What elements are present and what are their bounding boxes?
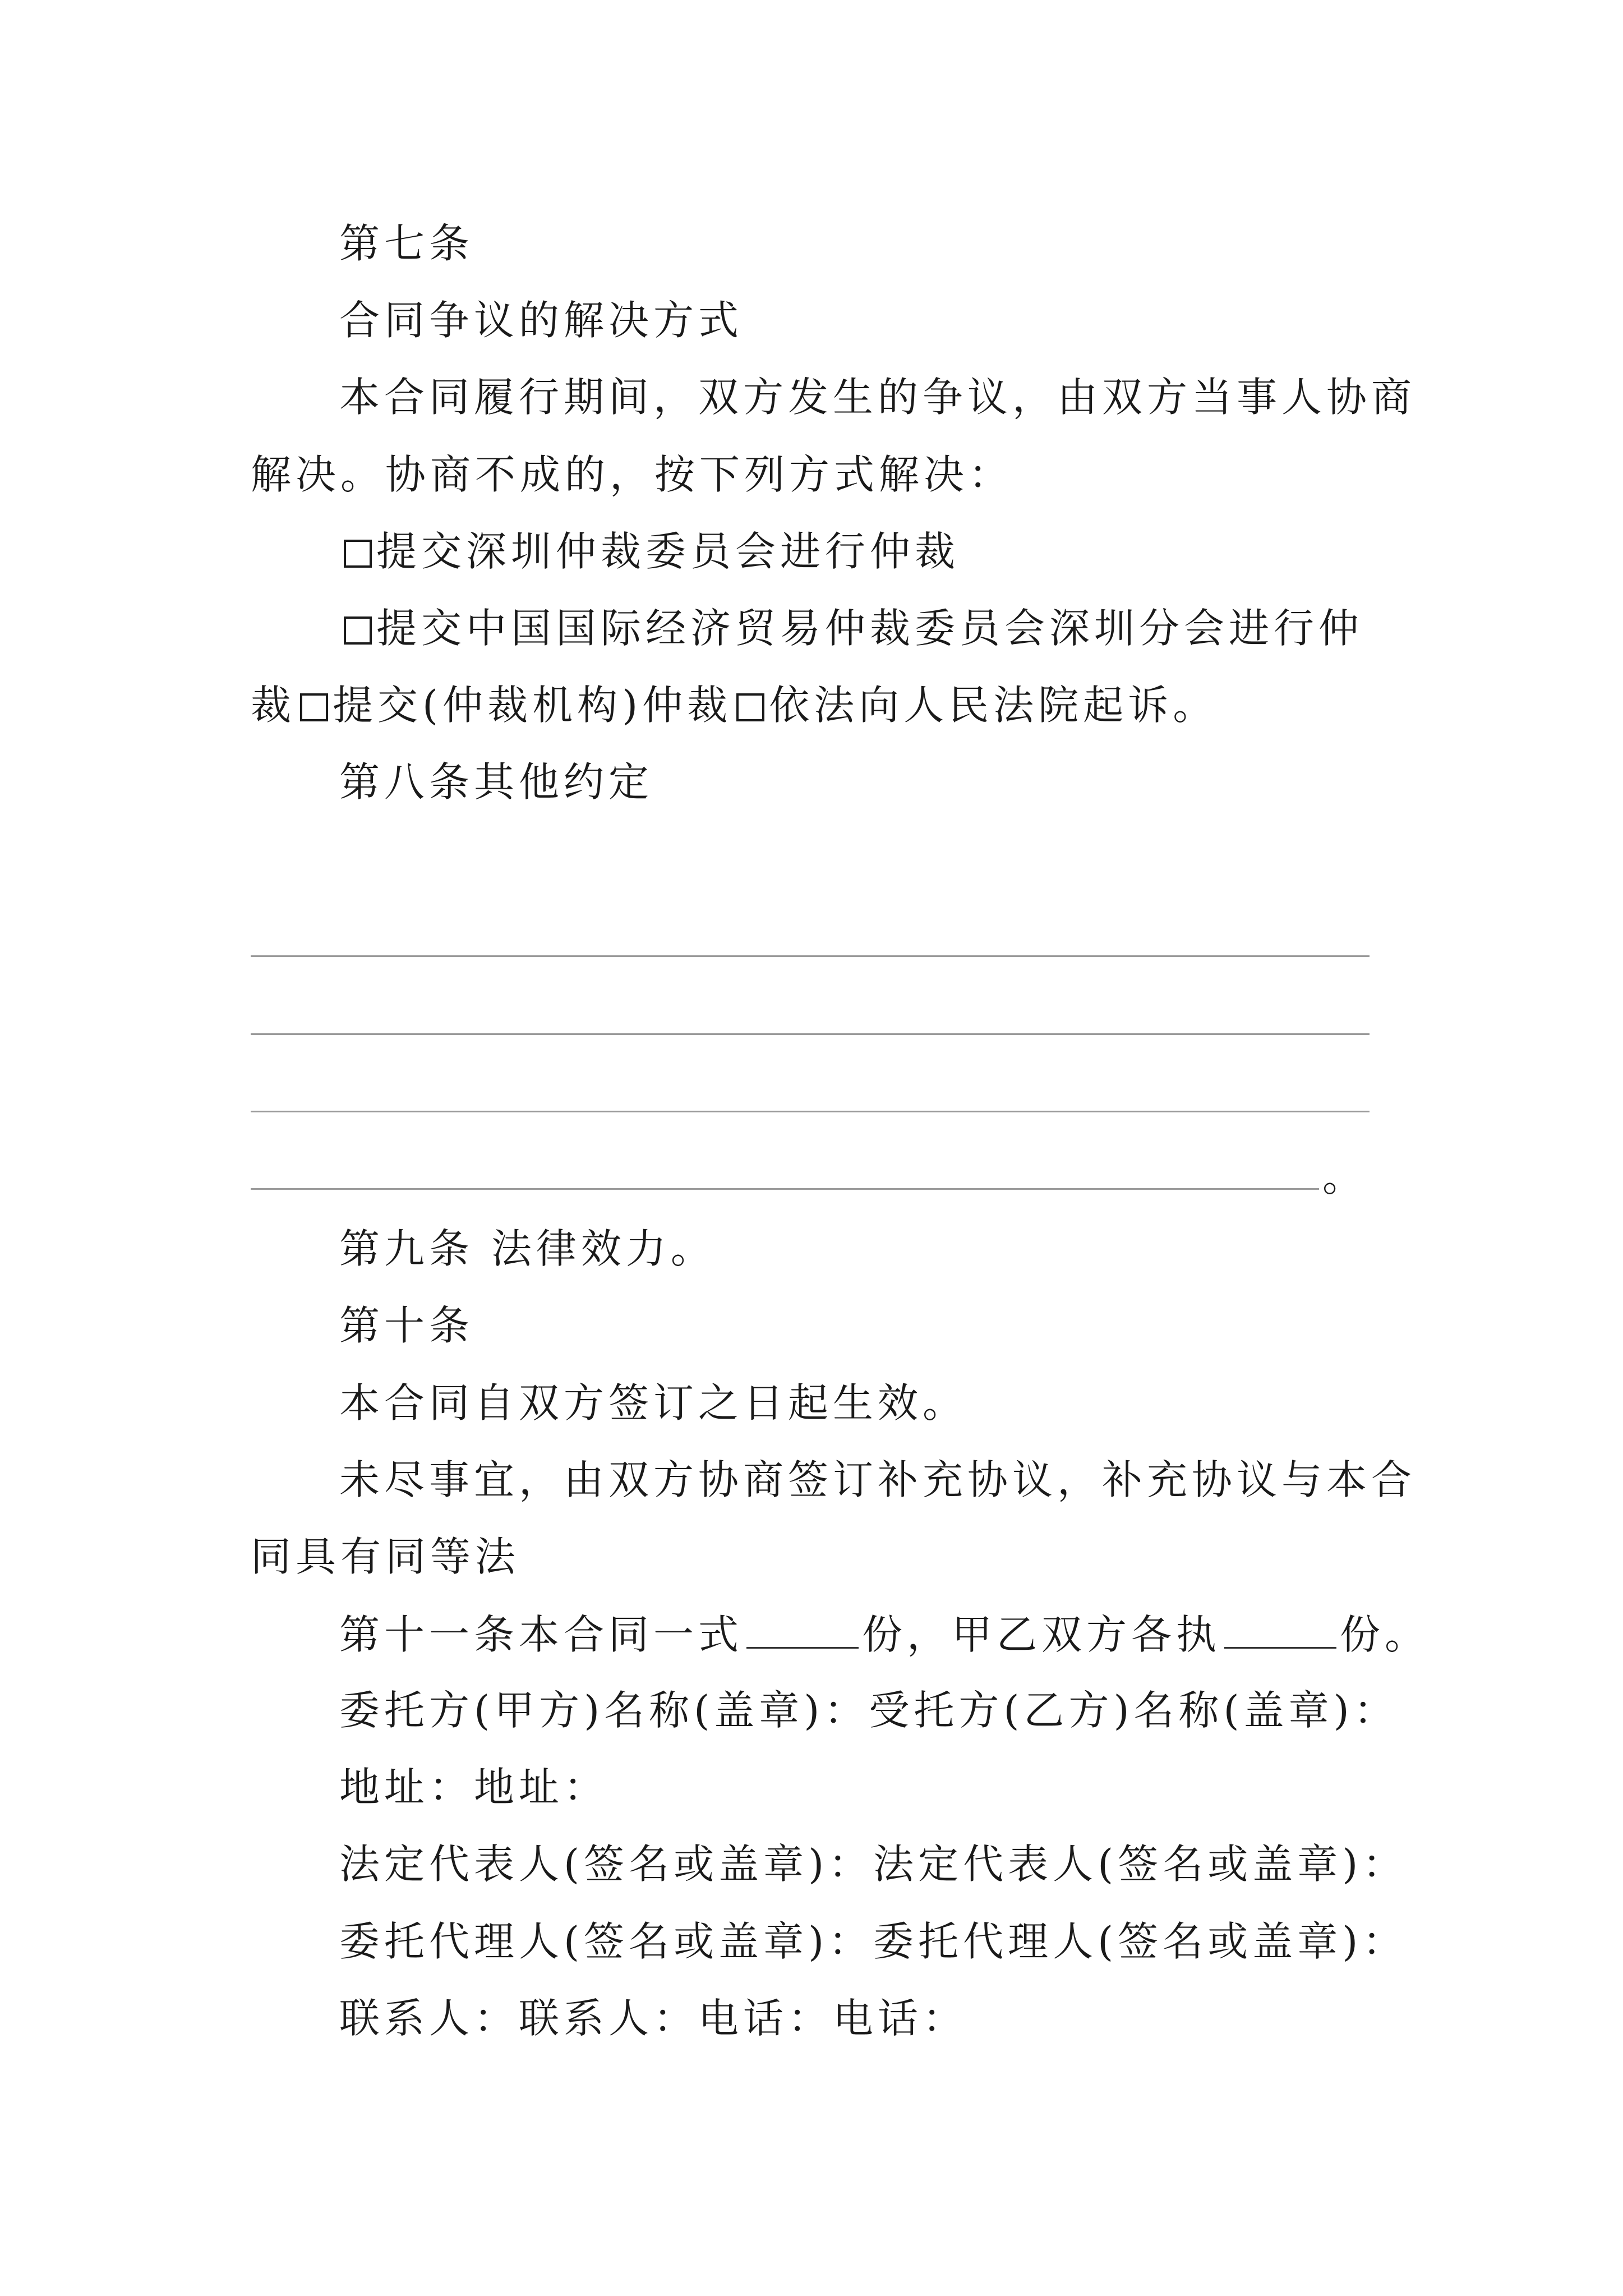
signature-authorized-agents: 委托代理人(签名或盖章)：委托代理人(签名或盖章)：	[339, 1918, 1408, 1965]
article-11	[339, 1611, 1430, 1658]
arbitration-option-cietac	[339, 605, 1364, 652]
article-11-part-1: 第十一条本合同一式	[339, 1611, 744, 1658]
checkbox-court-litigation[interactable]	[736, 693, 764, 721]
article-11-part-2: 份，甲乙双方各执	[862, 1611, 1221, 1658]
signature-contacts-phones: 联系人：联系人：电话：电话：	[339, 1995, 968, 2042]
article-7-heading: 第七条	[339, 220, 474, 267]
signature-addresses: 地址：地址：	[339, 1764, 609, 1811]
copies-each-blank[interactable]	[1224, 1613, 1336, 1649]
blank-line-end-mark: 。	[1322, 1153, 1363, 1200]
article-10-paragraph-1: 本合同自双方签订之日起生效。	[339, 1379, 968, 1427]
blank-line-4	[251, 1188, 1319, 1190]
blank-line-2	[251, 1033, 1370, 1035]
article-11-part-3: 份。	[1340, 1611, 1430, 1658]
option-cietac-label-end: 裁	[251, 682, 296, 729]
article-7-paragraph-line-2: 解决。协商不成的，按下列方式解决：	[251, 451, 1014, 498]
article-10-paragraph-2-line-1: 未尽事宜，由双方协商签订补充协议，补充协议与本合	[339, 1456, 1417, 1503]
article-9-heading: 第九条 法律效力。	[339, 1225, 716, 1272]
article-10-paragraph-2-line-2: 同具有同等法	[251, 1533, 520, 1580]
blank-line-3	[251, 1111, 1370, 1112]
blank-line-1	[251, 955, 1370, 957]
checkbox-other-institution[interactable]	[300, 693, 328, 721]
checkbox-shenzhen-arbitration[interactable]	[344, 540, 372, 568]
option-shenzhen-label: 提交深圳仲裁委员会进行仲裁	[376, 528, 960, 575]
arbitration-options-continued	[251, 682, 1218, 729]
article-7-paragraph-line-1: 本合同履行期间，双方发生的争议，由双方当事人协商	[339, 374, 1417, 421]
checkbox-cietac-arbitration[interactable]	[344, 616, 372, 645]
option-cietac-label: 提交中国国际经济贸易仲裁委员会深圳分会进行仲	[376, 605, 1364, 652]
article-8-heading: 第八条其他约定	[339, 758, 654, 806]
option-court-label: 依法向人民法院起诉。	[769, 682, 1218, 729]
option-other-institution-label: 提交(仲裁机构)仲裁	[333, 682, 732, 729]
article-7-subheading: 合同争议的解决方式	[339, 297, 744, 344]
signature-legal-representatives: 法定代表人(签名或盖章)：法定代表人(签名或盖章)：	[339, 1841, 1408, 1888]
signature-party-names: 委托方(甲方)名称(盖章)：受托方(乙方)名称(盖章)：	[339, 1687, 1399, 1734]
article-10-heading: 第十条	[339, 1302, 474, 1349]
copies-total-blank[interactable]	[746, 1613, 859, 1649]
arbitration-option-shenzhen	[339, 528, 960, 575]
